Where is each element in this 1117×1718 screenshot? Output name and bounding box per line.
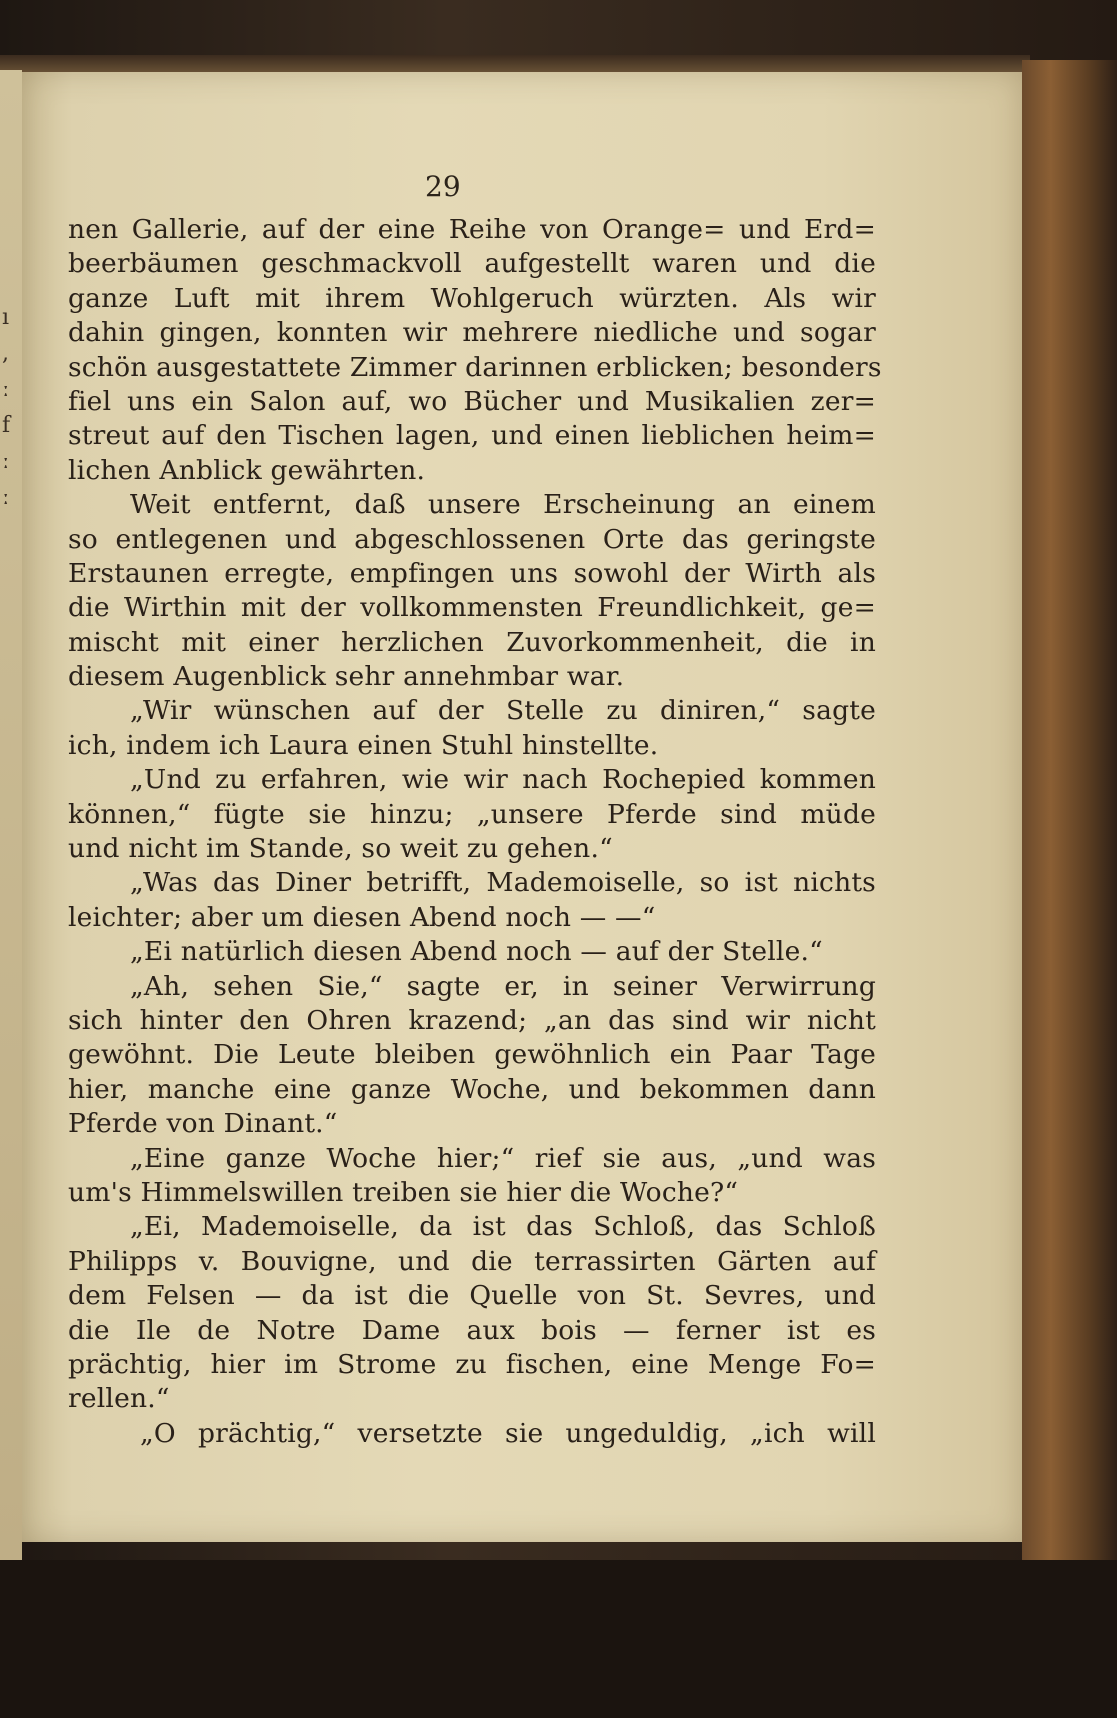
text-line: diesem Augenblick sehr annehmbar war.	[68, 661, 625, 693]
text-line: „Wir wünschen auf der Stelle zu diniren,“ sagte	[130, 695, 876, 727]
text-line: und nicht im Stande, so weit zu gehen.“	[68, 833, 613, 865]
book-cover-edge	[1022, 60, 1117, 1560]
text-line: Erstaunen erregte, empfingen uns sowohl der Wirth als	[68, 557, 876, 589]
text-line: die Wirthin mit der vollkommensten Freundlichkeit, ge=	[68, 592, 876, 624]
facing-mark: ,	[2, 341, 9, 366]
text-line: „Eine ganze Woche hier;“ rief sie aus, „und was	[130, 1142, 876, 1174]
facing-mark: ı	[2, 305, 10, 330]
facing-mark: ː	[2, 449, 10, 474]
facing-page-edge	[0, 70, 22, 1560]
text-line: „Und zu erfahren, wie wir nach Rochepied kommen	[130, 764, 876, 796]
text-line: dahin gingen, konnten wir mehrere niedliche und sogar	[68, 317, 876, 349]
text-line: streut auf den Tischen lagen, und einen lieblichen heim=	[68, 420, 876, 452]
text-line: ganze Luft mit ihrem Wohlgeruch würzten. Als wir	[68, 282, 876, 314]
text-line: die Ile de Notre Dame aux bois — ferner ist es	[68, 1314, 876, 1346]
page-text	[68, 213, 882, 1451]
text-line: „Ah, sehen Sie,“ sagte er, in seiner Verwirrung	[130, 970, 876, 1002]
text-line: mischt mit einer herzlichen Zuvorkommenheit, die in	[68, 626, 876, 658]
text-line: Philipps v. Bouvigne, und die terrassirten Gärten auf	[68, 1245, 876, 1277]
text-line: schön ausgestattete Zimmer darinnen erblicken; besonders	[68, 351, 882, 383]
text-line: nen Gallerie, auf der eine Reihe von Orange= und Erd=	[68, 214, 876, 245]
text-line: sich hinter den Ohren krazend; „an das sind wir nicht	[68, 1004, 876, 1036]
text-line: Pferde von Dinant.“	[68, 1108, 338, 1140]
text-line: können,“ fügte sie hinzu; „unsere Pferde sind müde	[68, 798, 876, 830]
text-line: um's Himmelswillen treiben sie hier die Woche?“	[68, 1176, 739, 1208]
text-line: „Ei, Mademoiselle, da ist das Schloß, das Schloß	[130, 1211, 876, 1243]
text-line: „O prächtig,“ versetzte sie ungeduldig, „ich will	[140, 1417, 876, 1449]
book-cover-bottom	[0, 1560, 1117, 1718]
text-line: dem Felsen — da ist die Quelle von St. Sevres, und	[68, 1280, 876, 1312]
facing-mark: f	[2, 413, 11, 438]
text-line: „Was das Diner betrifft, Mademoiselle, so ist nichts	[130, 867, 876, 899]
text-line: ich, indem ich Laura einen Stuhl hinstellte.	[68, 729, 659, 761]
facing-page-marks	[2, 300, 18, 680]
text-line: rellen.“	[68, 1383, 170, 1415]
page-number: 29	[425, 170, 461, 203]
text-line: fiel uns ein Salon auf, wo Bücher und Musikalien zer=	[68, 385, 876, 417]
text-line: „Ei natürlich diesen Abend noch — auf der Stelle.“	[130, 936, 823, 968]
facing-mark: ː	[2, 377, 10, 402]
text-line: beerbäumen geschmackvoll aufgestellt waren und die	[68, 248, 876, 280]
facing-mark: ː	[2, 485, 10, 510]
text-line: gewöhnt. Die Leute bleiben gewöhnlich ein Paar Tage	[68, 1039, 876, 1071]
text-line: so entlegenen und abgeschlossenen Orte das geringste	[68, 523, 876, 555]
text-line: Weit entfernt, daß unsere Erscheinung an einem	[130, 489, 876, 521]
text-line: leichter; aber um diesen Abend noch — —“	[68, 901, 656, 933]
text-line: hier, manche eine ganze Woche, und bekommen dann	[68, 1073, 876, 1105]
text-line: prächtig, hier im Strome zu fischen, eine Menge Fo=	[68, 1348, 876, 1380]
text-line: lichen Anblick gewährten.	[68, 454, 426, 486]
